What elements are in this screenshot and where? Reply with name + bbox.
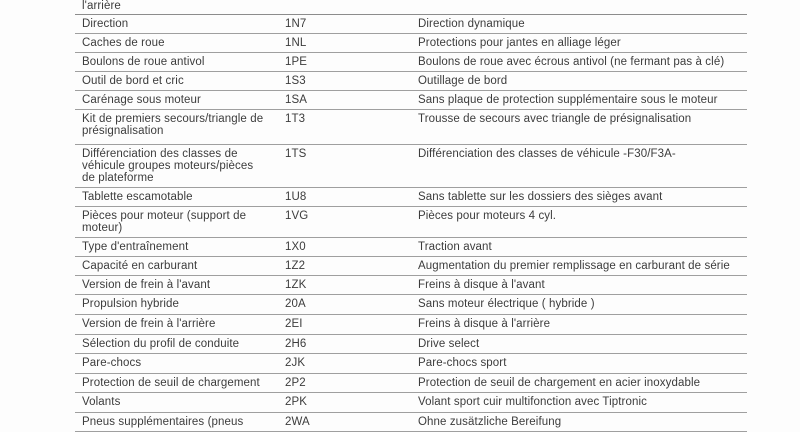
table-row [75, 110, 747, 145]
vehicle-options-table [75, 0, 747, 432]
option-code-cell: 2JK [278, 354, 411, 374]
option-code-cell: 2H6 [278, 335, 411, 354]
option-name-cell: Type d'entraînement [75, 238, 278, 257]
option-description-cell: Freins à disque à l'arrière [411, 315, 747, 335]
option-name-cell: Pneus supplémentaires (pneus [75, 413, 278, 432]
option-name-cell: Différenciation des classes de véhicule groupes moteurs/pièces de plateforme [75, 145, 278, 188]
table-row-truncated-top [75, 0, 747, 15]
option-code-cell: 1NL [278, 34, 411, 53]
option-name-cell: Propulsion hybride [75, 295, 278, 315]
option-name-cell: l'arrière [75, 0, 278, 15]
option-code-cell: 1N7 [278, 15, 411, 34]
option-description-cell: Ohne zusätzliche Bereifung [411, 413, 747, 432]
option-code-cell: 1Z2 [278, 257, 411, 276]
option-code-cell: 2P2 [278, 374, 411, 393]
option-description-cell: Sans moteur électrique ( hybride ) [411, 295, 747, 315]
option-description-cell: Volant sport cuir multifonction avec Tiptronic [411, 393, 747, 413]
table-row [75, 393, 747, 413]
option-code-cell: 1SA [278, 91, 411, 110]
table-row [75, 91, 747, 110]
table-row [75, 295, 747, 315]
option-description-cell: Augmentation du premier remplissage en carburant de série [411, 257, 747, 276]
option-name-cell: Tablette escamotable [75, 188, 278, 207]
option-code-cell: 1X0 [278, 238, 411, 257]
table-row [75, 238, 747, 257]
option-code-cell: 1TS [278, 145, 411, 188]
option-name-cell: Kit de premiers secours/triangle de présignalisation [75, 110, 278, 145]
option-description-cell: Trousse de secours avec triangle de présignalisation [411, 110, 747, 145]
option-code-cell: 2EI [278, 315, 411, 335]
option-name-cell: Direction [75, 15, 278, 34]
table-row [75, 207, 747, 238]
option-description-cell: Traction avant [411, 238, 747, 257]
option-name-cell: Protection de seuil de chargement [75, 374, 278, 393]
option-code-cell: 2PK [278, 393, 411, 413]
option-code-cell: 1T3 [278, 110, 411, 145]
option-name-cell: Caches de roue [75, 34, 278, 53]
table-row [75, 257, 747, 276]
option-code-cell: 2WA [278, 413, 411, 432]
option-name-cell: Outil de bord et cric [75, 72, 278, 91]
table-row [75, 53, 747, 72]
table-row [75, 276, 747, 295]
option-code-cell: 1VG [278, 207, 411, 238]
option-code-cell: 1ZK [278, 276, 411, 295]
option-code-cell: 1S3 [278, 72, 411, 91]
options-table-section [75, 0, 747, 432]
option-description-cell: Protection de seuil de chargement en acier inoxydable [411, 374, 747, 393]
option-description-cell: Sans plaque de protection supplémentaire sous le moteur [411, 91, 747, 110]
option-description-cell: Outillage de bord [411, 72, 747, 91]
option-description-cell: Différenciation des classes de véhicule -F30/F3A- [411, 145, 747, 188]
option-description-cell: Drive select [411, 335, 747, 354]
table-row [75, 315, 747, 335]
option-name-cell: Pare-chocs [75, 354, 278, 374]
option-description-cell: Sans tablette sur les dossiers des sièges avant [411, 188, 747, 207]
table-row [75, 72, 747, 91]
table-row [75, 188, 747, 207]
option-description-cell: Freins à disque à l'avant [411, 276, 747, 295]
table-row [75, 354, 747, 374]
option-description-cell: Protections pour jantes en alliage léger [411, 34, 747, 53]
option-code-cell [278, 0, 411, 15]
table-row [75, 335, 747, 354]
option-name-cell: Volants [75, 393, 278, 413]
option-code-cell: 1U8 [278, 188, 411, 207]
option-description-cell: Direction dynamique [411, 15, 747, 34]
table-row [75, 374, 747, 393]
option-name-cell: Capacité en carburant [75, 257, 278, 276]
table-row-truncated-bottom [75, 413, 747, 432]
option-name-cell: Pièces pour moteur (support de moteur) [75, 207, 278, 238]
option-description-cell: Boulons de roue avec écrous antivol (ne fermant pas à clé) [411, 53, 747, 72]
option-name-cell: Carénage sous moteur [75, 91, 278, 110]
option-code-cell: 20A [278, 295, 411, 315]
option-code-cell: 1PE [278, 53, 411, 72]
option-name-cell: Sélection du profil de conduite [75, 335, 278, 354]
option-description-cell [411, 0, 747, 15]
table-row [75, 34, 747, 53]
option-description-cell: Pièces pour moteurs 4 cyl. [411, 207, 747, 238]
option-name-cell: Version de frein à l'arrière [75, 315, 278, 335]
table-row [75, 145, 747, 188]
option-name-cell: Boulons de roue antivol [75, 53, 278, 72]
table-row [75, 15, 747, 34]
option-name-cell: Version de frein à l'avant [75, 276, 278, 295]
option-description-cell: Pare-chocs sport [411, 354, 747, 374]
